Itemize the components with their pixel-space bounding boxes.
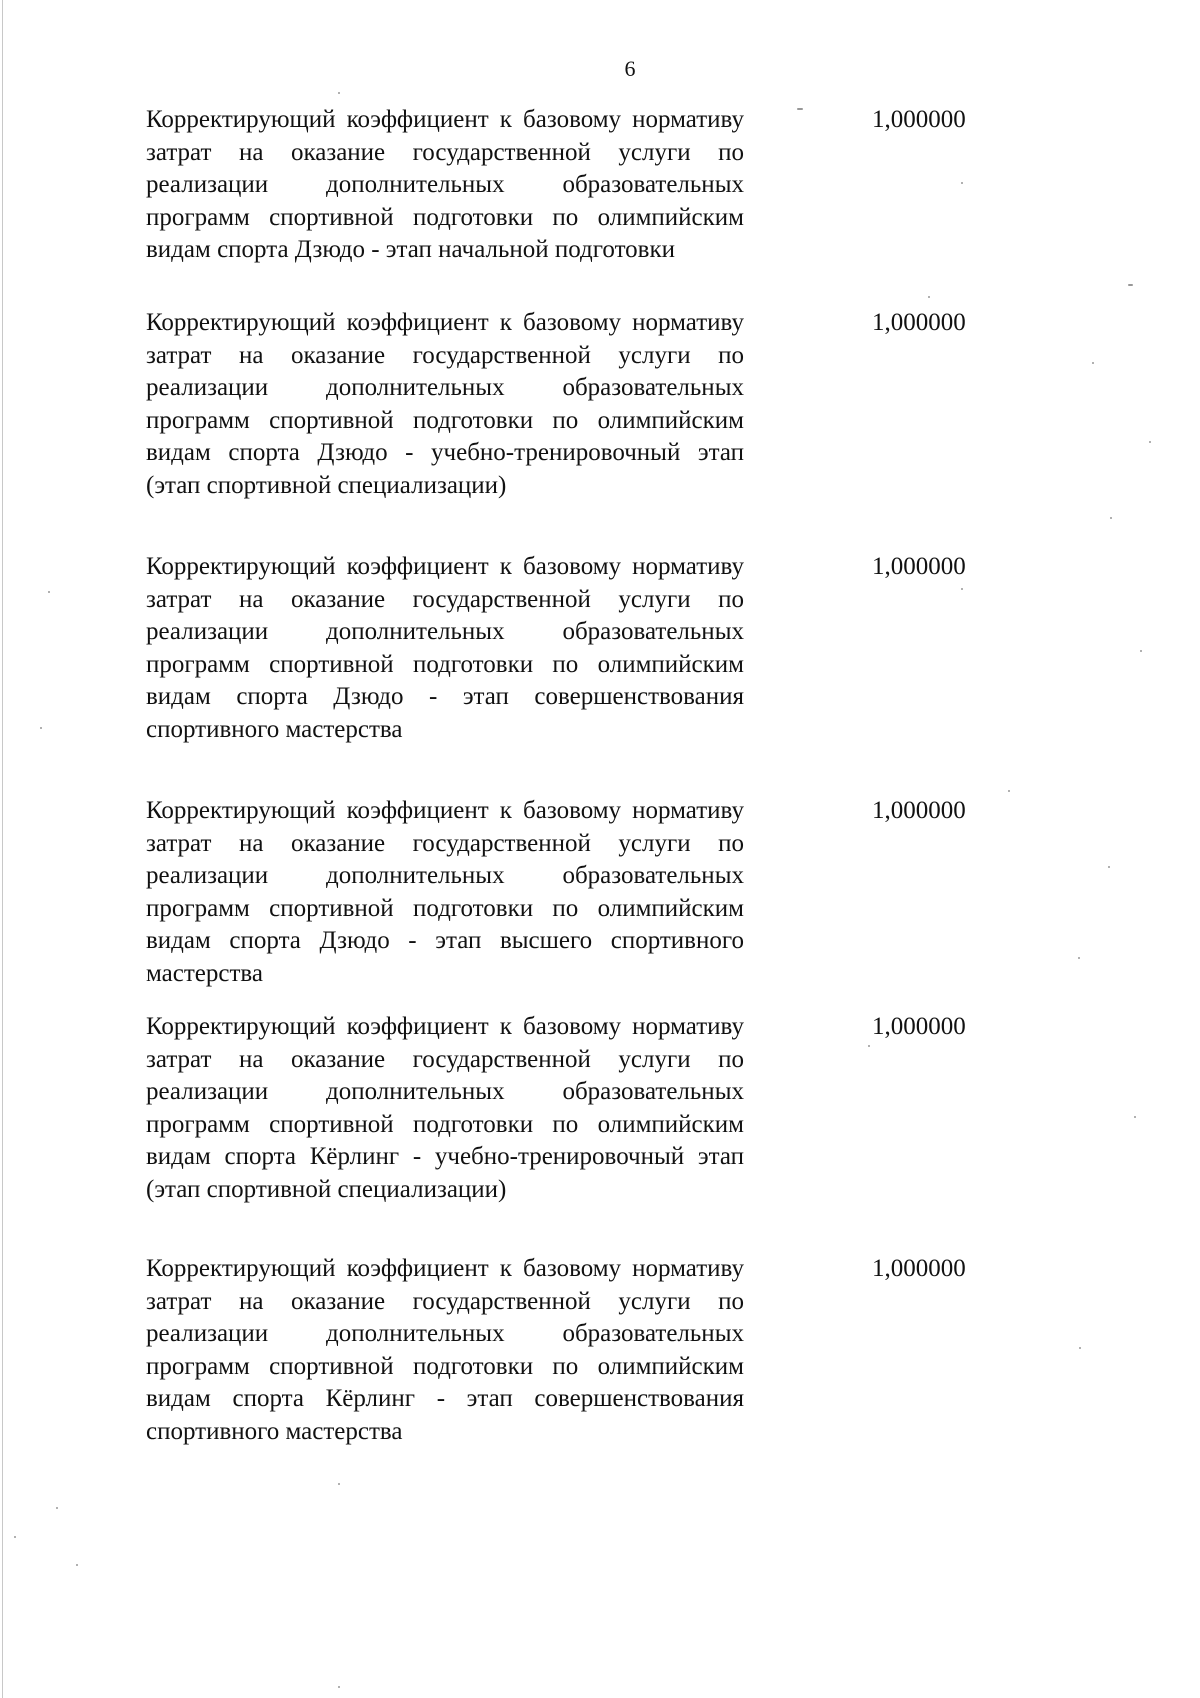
scan-speck (338, 1483, 340, 1485)
scan-speck (1134, 1116, 1136, 1118)
scan-speck (928, 296, 930, 298)
scan-speck (1140, 650, 1142, 652)
scan-speck (1110, 517, 1112, 519)
scan-speck (1078, 957, 1080, 959)
coefficient-value: 1,000000 (872, 553, 966, 580)
coefficient-description: Корректирующий коэффициент к базовому нормативу затрат на оказание государственной услуги по реализации дополнительных образовательных программ спортивной подготовки по олимпийским видам спорта Дзюдо - учебно-тренировочный этап (этап спортивной специализации) (146, 309, 744, 499)
scan-edge-line (2, 0, 3, 1698)
scan-speck (1108, 866, 1110, 868)
coefficient-value: 1,000000 (872, 309, 966, 336)
scan-speck (56, 1507, 58, 1509)
scan-speck (1128, 284, 1133, 286)
coefficient-description: Корректирующий коэффициент к базовому нормативу затрат на оказание государственной услуги по реализации дополнительных образовательных программ спортивной подготовки по олимпийским видам спорта Кёрлинг - учебно-тренировочный этап (этап спортивной специализации) (146, 1013, 744, 1203)
scan-speck (48, 591, 50, 593)
scan-speck (1008, 790, 1010, 792)
page-number: 6 (624, 56, 636, 81)
scan-speck (961, 588, 963, 590)
scan-speck (338, 1686, 340, 1688)
scan-speck (961, 182, 963, 184)
scan-speck (1149, 441, 1151, 443)
scan-speck (76, 1564, 78, 1566)
coefficient-description: Корректирующий коэффициент к базовому нормативу затрат на оказание государственной услуги по реализации дополнительных образовательных программ спортивной подготовки по олимпийским видам спорта Дзюдо - этап высшего спортивного мастерства (146, 797, 744, 987)
coefficient-description: Корректирующий коэффициент к базовому нормативу затрат на оказание государственной услуги по реализации дополнительных образовательных программ спортивной подготовки по олимпийским видам спорта Дзюдо - этап совершенствования спортивного мастерства (146, 553, 744, 743)
scan-speck (1079, 1347, 1081, 1349)
coefficient-value: 1,000000 (872, 797, 966, 824)
scan-speck (1092, 362, 1094, 364)
scan-speck (14, 1536, 16, 1538)
scan-speck (868, 1045, 870, 1047)
coefficient-description: Корректирующий коэффициент к базовому нормативу затрат на оказание государственной услуги по реализации дополнительных образовательных программ спортивной подготовки по олимпийским видам спорта Дзюдо - этап начальной подготовки (146, 106, 744, 264)
scan-speck (40, 727, 42, 729)
scan-speck (797, 108, 803, 110)
scan-speck (338, 92, 340, 94)
coefficient-value: 1,000000 (872, 106, 966, 133)
coefficient-value: 1,000000 (872, 1013, 966, 1040)
coefficient-description: Корректирующий коэффициент к базовому нормативу затрат на оказание государственной услуги по реализации дополнительных образовательных программ спортивной подготовки по олимпийским видам спорта Кёрлинг - этап совершенствования спортивного мастерства (146, 1255, 744, 1445)
coefficient-value: 1,000000 (872, 1255, 966, 1282)
